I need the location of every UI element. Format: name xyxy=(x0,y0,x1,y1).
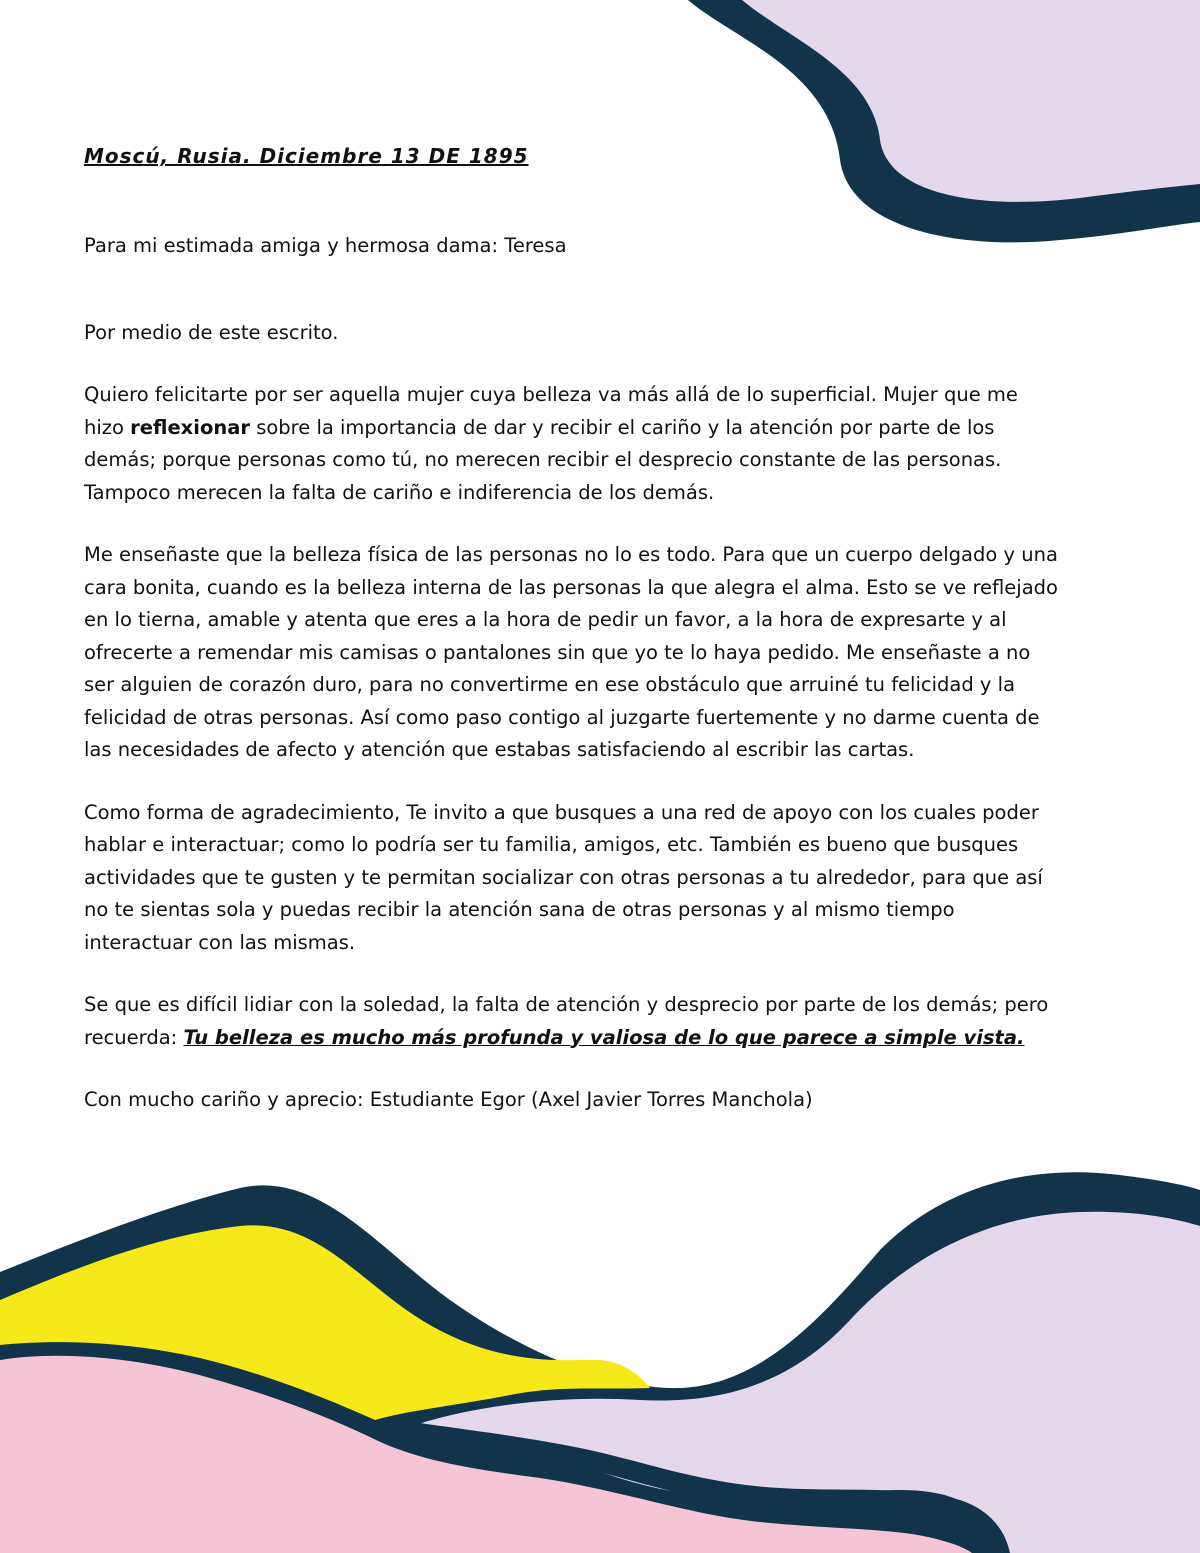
paragraph-1-end: sobre la importancia de dar y recibir el cariño y la atención por parte de los demás; porque personas como tú, no merecen recibir el desprecio constante de las personas. Tampoco merecen la falta de cariño e indiferencia de los demás. xyxy=(84,415,1002,504)
emphasis-quote: Tu belleza es mucho más profunda y valiosa de lo que parece a simple vista. xyxy=(183,1025,1025,1049)
closing-signature: Con mucho cariño y aprecio: Estudiante Egor (Axel Javier Torres Manchola) xyxy=(84,1088,813,1111)
letter-body xyxy=(84,140,1064,1117)
paragraph-3: Como forma de agradecimiento, Te invito a que busques a una red de apoyo con los cuales poder hablar e interactuar; como lo podría ser tu familia, amigos, etc. También es bueno que busques actividades que te gusten y te permitan socializar con otras personas a tu alrededor, para que así no te sientas sola y puedas recibir la atención sana de otras personas y al mismo tiempo interactuar con las mismas. xyxy=(84,800,1043,954)
date-line: Moscú, Rusia. Diciembre 13 DE 1895 xyxy=(84,144,529,168)
paragraph-1-start: Quiero felicitarte por ser aquella mujer cuya belleza va más allá de lo superficial. Mujer que me hizo xyxy=(84,383,1018,439)
paragraph-1 xyxy=(84,379,1064,509)
paragraph-4-text: Se que es difícil lidiar con la soledad, la falta de atención y desprecio por parte de los demás; pero recuerda: xyxy=(84,993,1049,1049)
intro-line: Por medio de este escrito. xyxy=(84,320,339,344)
paragraph-2: Me enseñaste que la belleza física de las personas no lo es todo. Para que un cuerpo delgado y una cara bonita, cuando es la belleza interna de las personas la que alegra el alma. Esto se ve reflejado en lo tierna, amable y atenta que eres a la hora de pedir un favor, a la hora de expresarte y al ofrecerte a remendar mis camisas o pantalones sin que yo te lo haya pedido. Me enseñaste a no ser alguien de corazón duro, para no convertirme en ese obstáculo que arruiné tu felicidad y la felicidad de otras personas. Así como paso contigo al juzgarte fuertemente y no darme cuenta de las necesidades de afecto y atención que estabas satisfaciendo al escribir las cartas. xyxy=(84,543,1058,761)
salutation: Para mi estimada amiga y hermosa dama: Teresa xyxy=(84,234,567,257)
bold-word: reflexionar xyxy=(130,415,250,439)
paragraph-4 xyxy=(84,989,1064,1054)
